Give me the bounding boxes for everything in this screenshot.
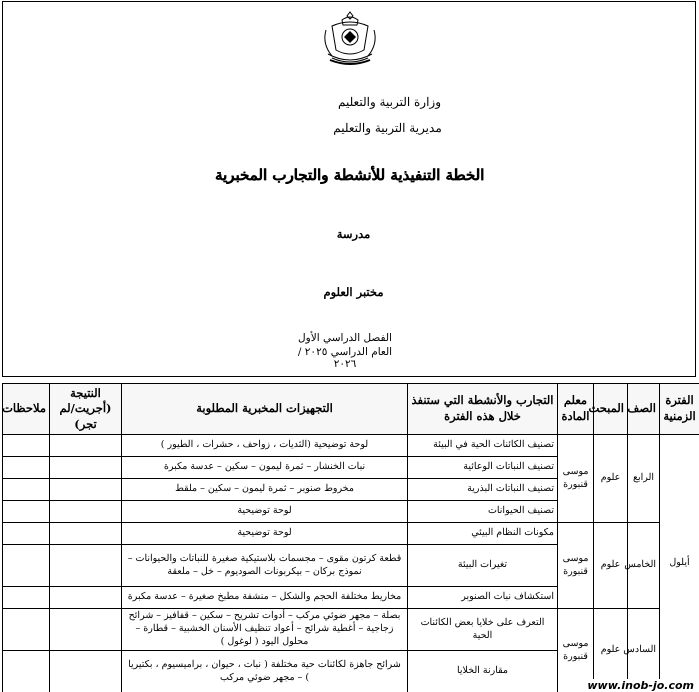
equipment-cell: لوحة توضيحية (الثديات ، زواحف ، حشرات ، الطيور ): [122, 435, 408, 457]
activity-cell: تغيرات البيئة: [408, 545, 558, 587]
page-title: الخطة التنفيذية للأنشطة والتجارب المخبرية: [214, 166, 485, 184]
result-cell: [50, 587, 122, 609]
result-cell: [50, 501, 122, 523]
grade-cell: الرابع: [628, 435, 660, 523]
equipment-cell: بصلة – مجهر ضوئي مركب – أدوات تشريح – سكين – قفافيز – شرائح زجاجية – أغطية شرائح – أعواد تنظيف الأسنان الخشبية – قطارة – محلول اليود ( لوغول ): [122, 609, 408, 651]
table-row: [3, 523, 699, 545]
semester-label: الفصل الدراسي الأول: [298, 332, 392, 344]
activity-cell: مكونات النظام البيئي: [408, 523, 558, 545]
activity-cell: استكشاف نبات الصنوبر: [408, 587, 558, 609]
activity-cell: تصنيف النباتات البذرية: [408, 479, 558, 501]
table-row: [3, 609, 699, 651]
jordan-emblem-icon: [318, 10, 382, 66]
equipment-cell: لوحة توضيحية: [122, 523, 408, 545]
equipment-cell: قطعة كرتون مقوى – مجسمات بلاستيكية صغيرة للنباتات والحيوانات – نموذج بركان – بيكربونات الصوديوم – خل – ملعقة: [122, 545, 408, 587]
notes-cell: [3, 479, 50, 501]
notes-cell: [3, 609, 50, 651]
teacher-cell: موسى قنبورة: [558, 523, 594, 609]
activity-cell: تصنيف الحيوانات: [408, 501, 558, 523]
activity-cell: تصنيف النباتات الوعائية: [408, 457, 558, 479]
notes-cell: [3, 435, 50, 457]
watermark: www.inob-jo.com: [587, 679, 694, 692]
subject-cell: علوم: [594, 523, 628, 609]
table-row: [3, 435, 699, 457]
notes-cell: [3, 523, 50, 545]
result-cell: [50, 651, 122, 692]
notes-cell: [3, 651, 50, 692]
result-cell: [50, 457, 122, 479]
school-label: مدرسة: [336, 227, 371, 241]
notes-cell: [3, 587, 50, 609]
equipment-cell: شرائح جاهزة لكائنات حية مختلفة ( نبات ، حيوان ، براميسيوم ، بكتيريا ) – مجهر ضوئي مركب: [122, 651, 408, 692]
header-notes: ملاحظات: [3, 384, 50, 435]
header-subject: المبحث: [594, 384, 628, 435]
teacher-cell: موسى قنبورة: [558, 609, 594, 692]
header-result: النتيجة (أجريت/لم تجر): [50, 384, 122, 435]
result-cell: [50, 523, 122, 545]
teacher-cell: موسى قنبورة: [558, 435, 594, 523]
equipment-cell: لوحة توضيحية: [122, 501, 408, 523]
result-cell: [50, 479, 122, 501]
equipment-cell: مخاريط مختلفة الحجم والشكل – منشفة مطبخ صغيرة – عدسة مكبرة: [122, 587, 408, 609]
notes-cell: [3, 501, 50, 523]
grade-cell: الخامس: [628, 523, 660, 609]
activity-cell: مقارنة الخلايا: [408, 651, 558, 692]
result-cell: [50, 609, 122, 651]
notes-cell: [3, 545, 50, 587]
table-header-row: [3, 384, 699, 435]
equipment-cell: مخروط صنوبر – ثمرة ليمون – سكين – ملقط: [122, 479, 408, 501]
directorate-name: مديرية التربية والتعليم: [333, 121, 442, 135]
result-cell: [50, 545, 122, 587]
header-teacher: معلم المادة: [558, 384, 594, 435]
notes-cell: [3, 457, 50, 479]
subject-cell: علوم: [594, 435, 628, 523]
period-cell: أيلول: [660, 435, 699, 692]
header-equipment: التجهيزات المخبرية المطلوبة: [122, 384, 408, 435]
header-period: الفترة الزمنية: [660, 384, 699, 435]
activity-cell: التعرف على خلايا بعض الكائنات الحية: [408, 609, 558, 651]
ministry-name: وزارة التربية والتعليم: [337, 95, 442, 109]
lab-label: مختبر العلوم: [323, 285, 384, 299]
header-activities: التجارب والأنشطة التي ستنفذ خلال هذه الفترة: [408, 384, 558, 435]
grade-cell: السادس: [628, 609, 660, 692]
equipment-cell: نبات الخنشار – ثمرة ليمون – سكين – عدسة مكبرة: [122, 457, 408, 479]
result-cell: [50, 435, 122, 457]
activity-cell: تصنيف الكائنات الحية في البيئة: [408, 435, 558, 457]
section-divider: [0, 377, 699, 381]
academic-year: العام الدراسي ٢٠٢٥ / ٢٠٢٦: [297, 346, 393, 370]
subject-cell: علوم: [594, 609, 628, 692]
lab-plan-table: [2, 383, 699, 692]
header-grade: الصف: [628, 384, 660, 435]
